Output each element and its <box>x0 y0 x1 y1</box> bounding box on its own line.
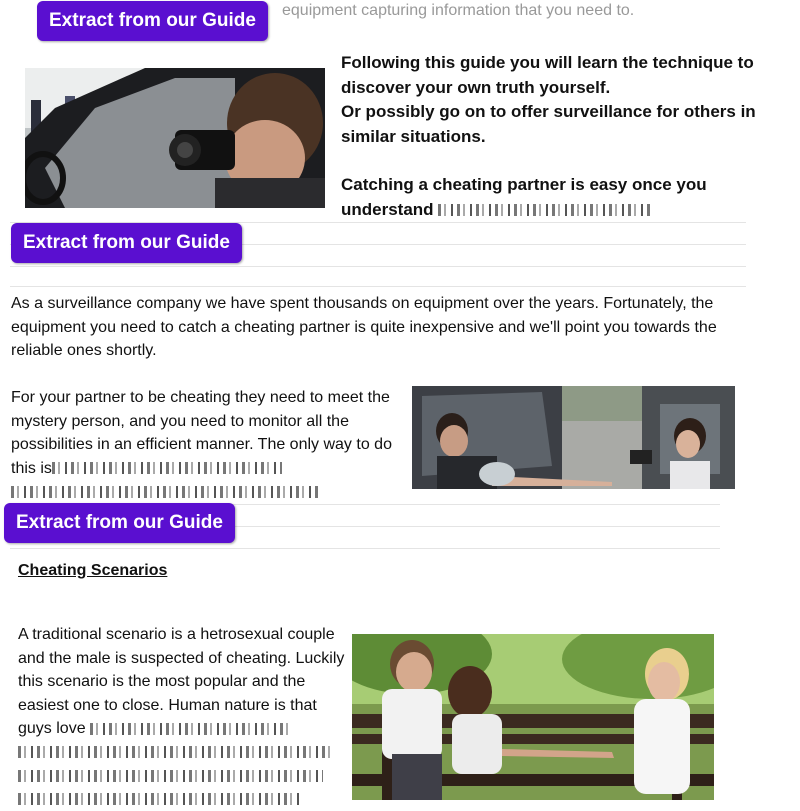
cheating-scenarios-heading: Cheating Scenarios <box>18 562 168 579</box>
redacted-text <box>18 746 333 758</box>
traditional-scenario-paragraph: A traditional scenario is a hetrosexual couple and the male is suspected of cheating. Luckily this scenario is the most popular and the easiest one to close. Human nature is that guys love <box>18 623 348 811</box>
guide-badge-top: Extract from our Guide <box>37 1 268 41</box>
cars-exchange-image <box>412 386 735 489</box>
mystery-person-paragraph: For your partner to be cheating they need to meet the mystery person, and you need to monitor all the possibilities in an efficient manner. The only way to do this is <box>11 386 396 504</box>
redacted-text <box>11 486 321 498</box>
guide-badge-middle: Extract from our Guide <box>11 223 242 263</box>
equipment-paragraph: As a surveillance company we have spent thousands on equipment over the years. Fortunately, the equipment you need to catch a cheating partner is quite inexpensive and we'll point you towards the reliable ones shortly. <box>11 295 717 359</box>
guide-badge-bottom: Extract from our Guide <box>4 503 235 543</box>
catching-text: Catching a cheating partner is easy once you understand <box>341 175 707 219</box>
park-bench-couple-image <box>352 634 714 800</box>
redacted-text <box>18 770 323 782</box>
redacted-text <box>438 204 653 216</box>
divider <box>10 548 720 549</box>
divider <box>10 266 746 267</box>
redacted-text <box>90 723 290 735</box>
technique-text: Following this guide you will learn the technique to discover your own truth yourself. <box>341 53 754 97</box>
offer-surveillance-text: Or possibly go on to offer surveillance for others in similar situations. <box>341 102 756 146</box>
divider <box>10 286 746 287</box>
redacted-text <box>52 462 282 474</box>
redacted-text <box>18 793 303 805</box>
cut-off-text: equipment capturing information that you need to. <box>282 2 635 19</box>
intro-paragraph <box>341 51 796 222</box>
photographer-in-car-image <box>25 68 325 208</box>
